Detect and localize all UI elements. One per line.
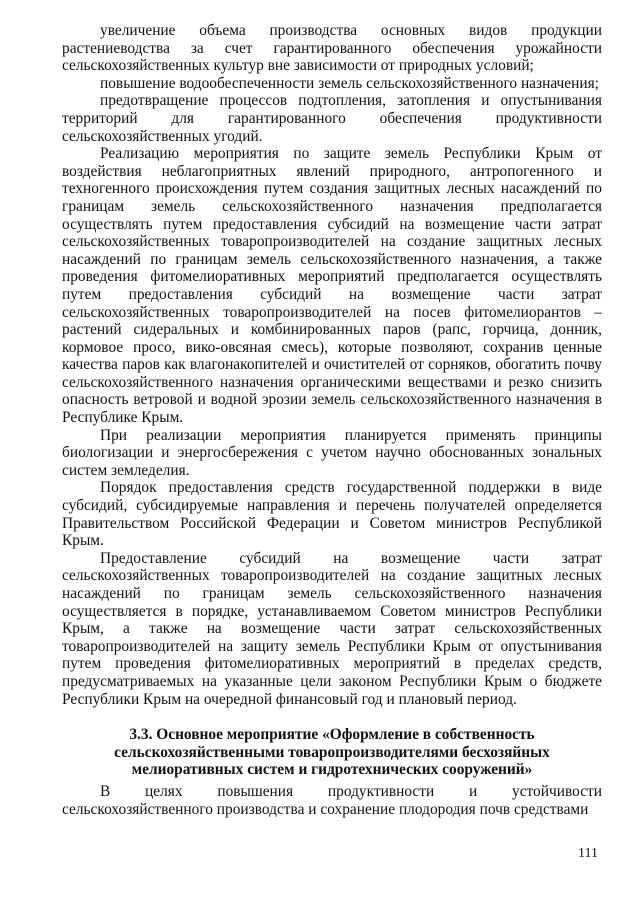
- paragraph-4: Реализацию мероприятия по защите земель Республики Крым от воздействия неблагоприятных явлений природного, антропогенного и техногенного происхождения путем создания защитных лесных насаждений по границам земель сельскохозяйственного назначения предполагается осуществлять путем предоставления субсидий на возмещение части затрат сельскохозяйственных товаропроизводителей на создание защитных лесных насаждений по границам земель сельскохозяйственного назначения, а также проведения фитомелиоративных мероприятий предполагается осуществлять путем предоставления субсидий на возмещение части затрат сельскохозяйственных товаропроизводителей на посев фитомелиорантов – растений сидеральных и комбинированных паров (рапс, горчица, донник, кормовое просо, вико-овсяная смесь), которые позволяют, сохранив ценные качества паров как влагонакопителей и очистителей от сорняков, обогатить почву сельскохозяйственного назначения органическими веществами и резко снизить опасность ветровой и водной эрозии земель сельскохозяйственного назначения в Республике Крым.: [62, 145, 602, 427]
- paragraph-3: предотвращение процессов подтопления, затопления и опустынивания территорий для гарантированного обеспечения продуктивности сельскохозяйственных угодий.: [62, 92, 602, 145]
- paragraph-6: Порядок предоставления средств государственной поддержки в виде субсидий, субсидируемые направления и перечень получателей определяется Правительством Российской Федерации и Советом министров Республикой Крым.: [62, 479, 602, 550]
- final-paragraph: В целях повышения продуктивности и устойчивости сельскохозяйственного производства и сохранение плодородия почв средствами: [62, 782, 602, 818]
- paragraph-2: повышение водообеспеченности земель сельскохозяйственного назначения;: [100, 74, 599, 92]
- paragraph-1: увеличение объема производства основных видов продукции растениеводства за счет гарантированного обеспечения урожайности сельскохозяйственных культур вне зависимости от природных условий;: [62, 22, 602, 75]
- paragraph-7: Предоставление субсидий на возмещение части затрат сельскохозяйственных товаропроизводителей на создание защитных лесных насаждений по границам земель сельскохозяйственного назначения осуществляется в порядке, устанавливаемом Советом министров Республики Крым, а также на возмещение части затрат сельскохозяйственных товаропроизводителей на защиту земель Республики Крым от опустынивания путем проведения фитомелиоративных мероприятий в пределах средств, предусматриваемых на указанные цели законом Республики Крым о бюджете Республики Крым на очередной финансовый год и плановый период.: [62, 549, 602, 708]
- page-number: 111: [578, 846, 598, 861]
- paragraph-5: При реализации мероприятия планируется применять принципы биологизации и энергосбережения с учетом научно обоснованных зональных систем земледелия.: [62, 426, 602, 479]
- section-heading: 3.3. Основное мероприятие «Оформление в собственность сельскохозяйственными товаропроизводителями бесхозяйных мелиоративных систем и гидротехнических сооружений»: [114, 726, 550, 779]
